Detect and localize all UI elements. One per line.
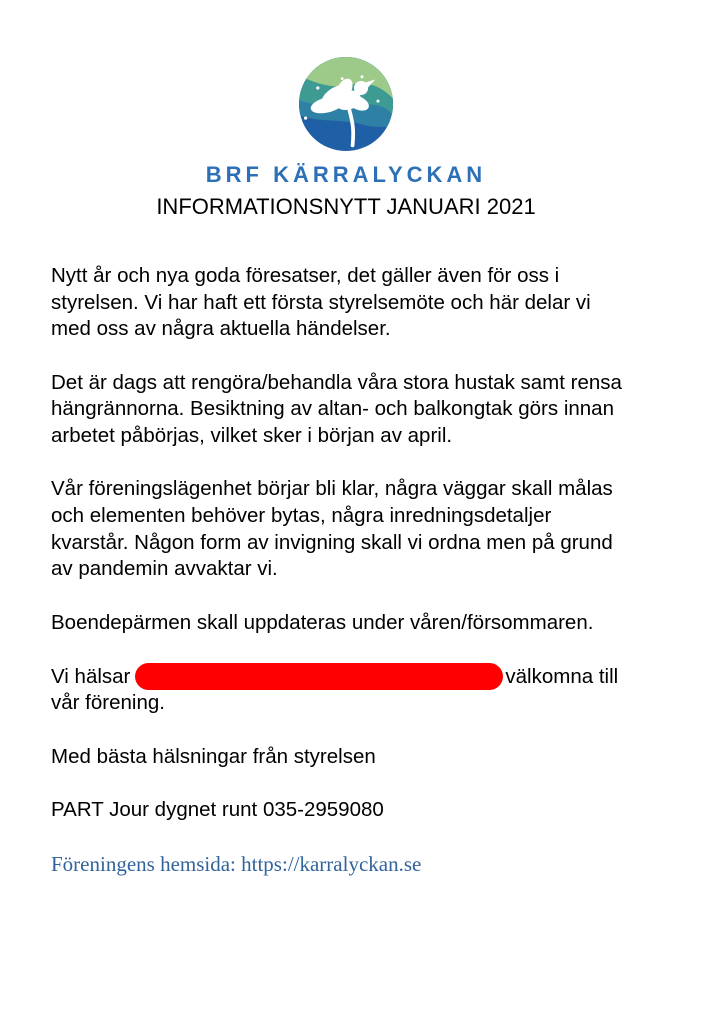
text-line: Det är dags att rengöra/behandla våra stora hustak samt rensa [51,370,622,394]
paragraph-welcome [51,663,724,717]
welcome-text-after: välkomna till [505,664,619,688]
brand-name: BRF KÄRRALYCKAN [205,162,487,187]
text-line: hängrännorna. Besiktning av altan- och balkongtak görs innan [51,397,614,421]
logo-dot-3 [341,77,344,80]
text-line: styrelsen. Vi har haft ett första styrelsemöte och här delar vi [51,290,591,314]
text-line: med oss av några aktuella händelser. [51,317,391,341]
text-line: av pandemin avvaktar vi. [51,557,278,581]
website-label: Föreningens hemsida: [51,851,242,876]
text-line: kvarstår. Någon form av invigning skall vi ordna men på grund [51,530,613,554]
logo-dot-5 [376,100,379,103]
text-line: Boendepärmen skall uppdateras under våren/försommaren. [51,610,594,634]
text-line: arbetet påbörjas, vilket sker i början av april. [51,424,453,448]
paragraph-association-apartment [51,476,724,583]
text-line: Vår föreningslägenhet börjar bli klar, några väggar skall målas [51,477,613,501]
paragraph-roof-works [51,370,724,450]
brf-logo-icon [299,57,393,151]
letter-body [0,263,724,877]
text-line: vår förening. [51,691,165,715]
logo-dot-6 [304,117,307,120]
redaction-bar [135,663,503,690]
website-link[interactable]: https://karralyckan.se [241,851,422,876]
page-title: INFORMATIONSNYTT JANUARI 2021 [156,194,536,219]
document-page [0,57,724,1024]
text-line: PART Jour dygnet runt 035-2959080 [51,797,384,821]
paragraph-intro [51,263,724,343]
paragraph-residents-binder [51,610,724,637]
paragraph-signoff [51,744,724,771]
text-line [51,663,724,691]
logo-dot-2 [325,93,328,96]
text-line: Med bästa hälsningar från styrelsen [51,744,376,768]
logo-dot-4 [360,75,363,78]
welcome-text-before: Vi hälsar [51,664,131,688]
paragraph-emergency-number [51,797,724,824]
document-header [0,57,692,219]
website-line [51,851,724,877]
logo-dot-1 [316,86,319,89]
text-line: Nytt år och nya goda föresatser, det gäller även för oss i [51,264,560,287]
text-line: och elementen behöver bytas, några inredningsdetaljer [51,503,552,527]
